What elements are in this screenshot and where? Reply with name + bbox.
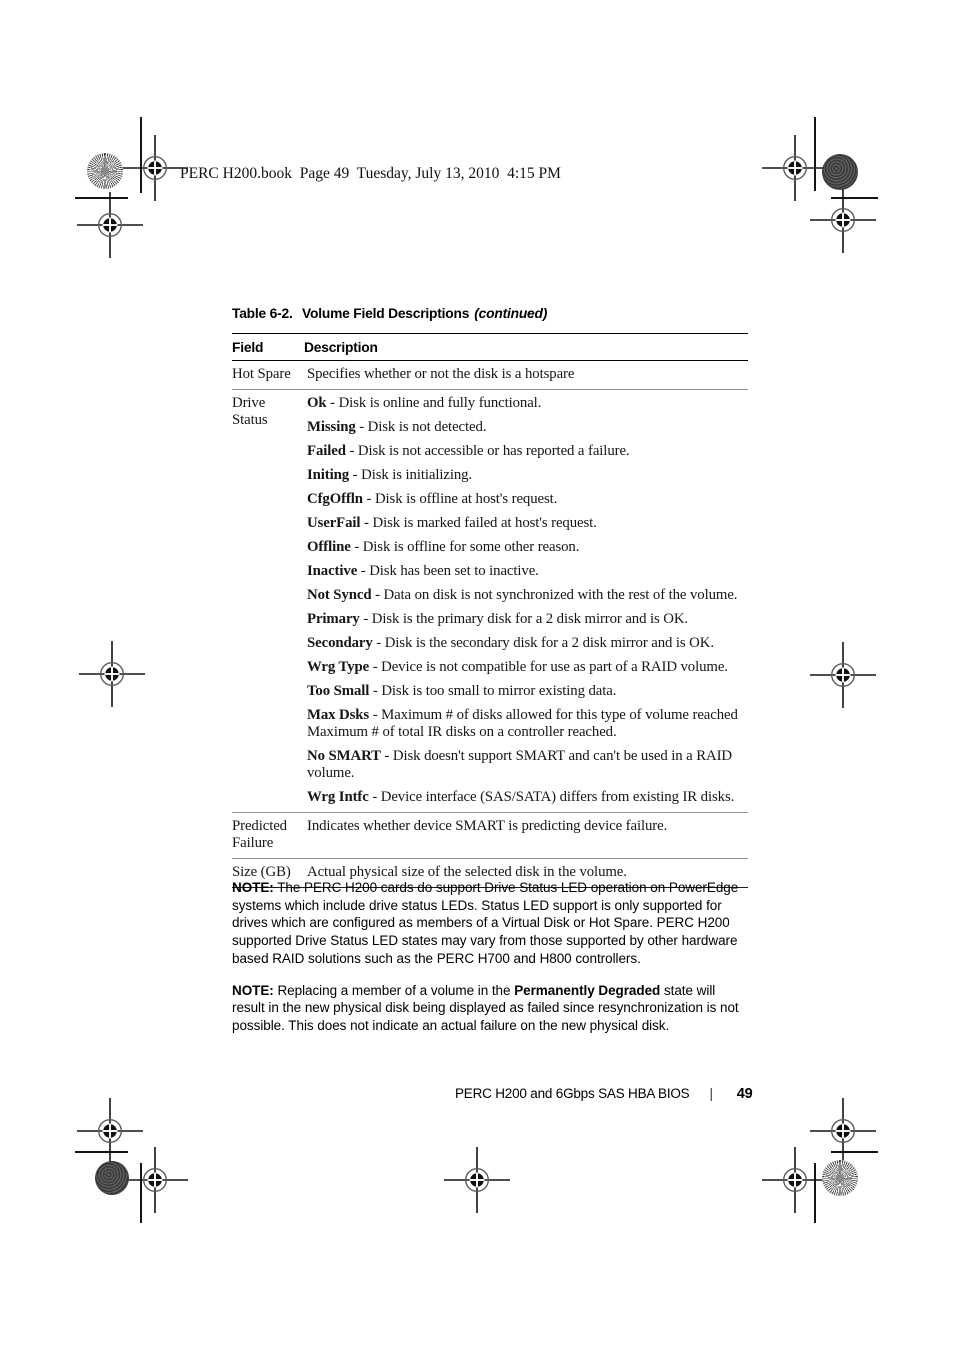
description-entry: Max Dsks - Maximum # of disks allowed for this type of volume reached Maximum # of total IR disks on a controller reached. — [307, 707, 738, 740]
registration-mark-icon — [121, 1146, 189, 1214]
note-paragraph: NOTE: The PERC H200 cards do support Drive Status LED operation on PowerEdge systems which include drive status LEDs. Status LED support is only supported for drives which are configured as members of a Virtual Disk or Hot Spare. PERC H200 supported Drive Status LED states may vary from those supported by other hardware based RAID solutions such as the PERC H700 and H800 controllers. — [232, 880, 739, 966]
table-header-row — [232, 334, 748, 361]
description-entry: Ok - Disk is online and fully functional. — [307, 395, 542, 411]
volume-field-table — [232, 333, 748, 888]
description-entry: Primary - Disk is the primary disk for a 2 disk mirror and is OK. — [307, 611, 689, 627]
description-entry: Not Syncd - Data on disk is not synchronized with the rest of the volume. — [307, 587, 738, 603]
table-row — [232, 361, 748, 390]
note-label: NOTE: — [232, 880, 274, 895]
starburst-halftone-circle-icon — [87, 153, 123, 189]
term-label: Max Dsks — [307, 707, 370, 723]
field-cell: Size (GB) — [232, 864, 291, 880]
description-entry: No SMART - Disk doesn't support SMART and can't be used in a RAID volume. — [307, 748, 733, 781]
page-footer — [455, 1086, 753, 1102]
registration-mark-icon — [443, 1146, 511, 1214]
table-continued-label: (continued) — [474, 306, 548, 321]
description-cell — [307, 395, 748, 806]
description-entry: Secondary - Disk is the secondary disk for a 2 disk mirror and is OK. — [307, 635, 714, 651]
term-label: Not Syncd — [307, 587, 372, 603]
registration-mark-icon — [809, 186, 877, 254]
description-entry: CfgOffln - Disk is offline at host's request. — [307, 491, 558, 507]
table-title-text: Volume Field Descriptions — [302, 306, 470, 321]
description-entry: Missing - Disk is not detected. — [307, 419, 487, 435]
page-number: 49 — [736, 1086, 753, 1102]
table-row — [232, 390, 748, 813]
doc-header-line: PERC H200.book Page 49 Tuesday, July 13, 2010 4:15 PM — [180, 165, 561, 182]
term-label: CfgOffln — [307, 491, 363, 507]
description-entry: UserFail - Disk is marked failed at host's request. — [307, 515, 597, 531]
description-entry: Failed - Disk is not accessible or has reported a failure. — [307, 443, 630, 459]
halftone-dot-circle-icon — [822, 154, 858, 190]
table-number: Table 6-2. — [232, 306, 293, 321]
footer-title: PERC H200 and 6Gbps SAS HBA BIOS — [455, 1086, 690, 1101]
term-label: Wrg Type — [307, 659, 370, 675]
registration-mark-icon — [76, 191, 144, 259]
description-cell — [307, 366, 748, 383]
bold-term: Permanently Degraded — [514, 982, 661, 998]
description-entry: Wrg Type - Device is not compatible for use as part of a RAID volume. — [307, 659, 728, 675]
column-header-field: Field — [232, 340, 264, 355]
field-cell: Predicted Failure — [232, 818, 287, 851]
note-paragraph: NOTE: Replacing a member of a volume in the Permanently Degraded state will result in the new physical disk being displayed as failed since resynchronization is not possible. This does not indicate an actual failure on the new physical disk. — [232, 982, 739, 1033]
field-cell: Drive Status — [232, 395, 268, 428]
term-label: No SMART — [307, 748, 381, 764]
description-entry: Initing - Disk is initializing. — [307, 467, 473, 483]
registration-mark-icon — [78, 640, 146, 708]
term-label: Inactive — [307, 563, 358, 579]
description-entry: Actual physical size of the selected disk in the volume. — [307, 864, 627, 880]
term-label: Ok — [307, 395, 327, 411]
registration-mark-icon — [761, 1146, 829, 1214]
field-cell: Hot Spare — [232, 366, 291, 382]
footer-separator: | — [709, 1086, 713, 1101]
term-label: Wrg Intfc — [307, 789, 369, 805]
description-entry: Inactive - Disk has been set to inactive. — [307, 563, 539, 579]
term-label: Primary — [307, 611, 360, 627]
term-label: UserFail — [307, 515, 361, 531]
registration-mark-icon — [809, 641, 877, 709]
description-cell — [307, 818, 748, 852]
description-entry: Specifies whether or not the disk is a hotspare — [307, 366, 575, 382]
description-entry: Wrg Intfc - Device interface (SAS/SATA) differs from existing IR disks. — [307, 789, 735, 805]
term-label: Failed — [307, 443, 346, 459]
column-header-description: Description — [304, 340, 378, 355]
term-label: Missing — [307, 419, 356, 435]
description-entry: Too Small - Disk is too small to mirror existing data. — [307, 683, 617, 699]
notes-section — [232, 879, 746, 1049]
term-label: Too Small — [307, 683, 370, 699]
term-label: Offline — [307, 539, 351, 555]
term-label: Secondary — [307, 635, 373, 651]
table-caption — [232, 306, 547, 321]
starburst-halftone-circle-icon — [822, 1160, 858, 1196]
note-label: NOTE: — [232, 982, 274, 998]
halftone-dot-circle-icon — [95, 1161, 129, 1195]
term-label: Initing — [307, 467, 350, 483]
table-row — [232, 813, 748, 859]
description-entry: Offline - Disk is offline for some other reason. — [307, 539, 580, 555]
description-entry: Indicates whether device SMART is predicting device failure. — [307, 818, 668, 834]
